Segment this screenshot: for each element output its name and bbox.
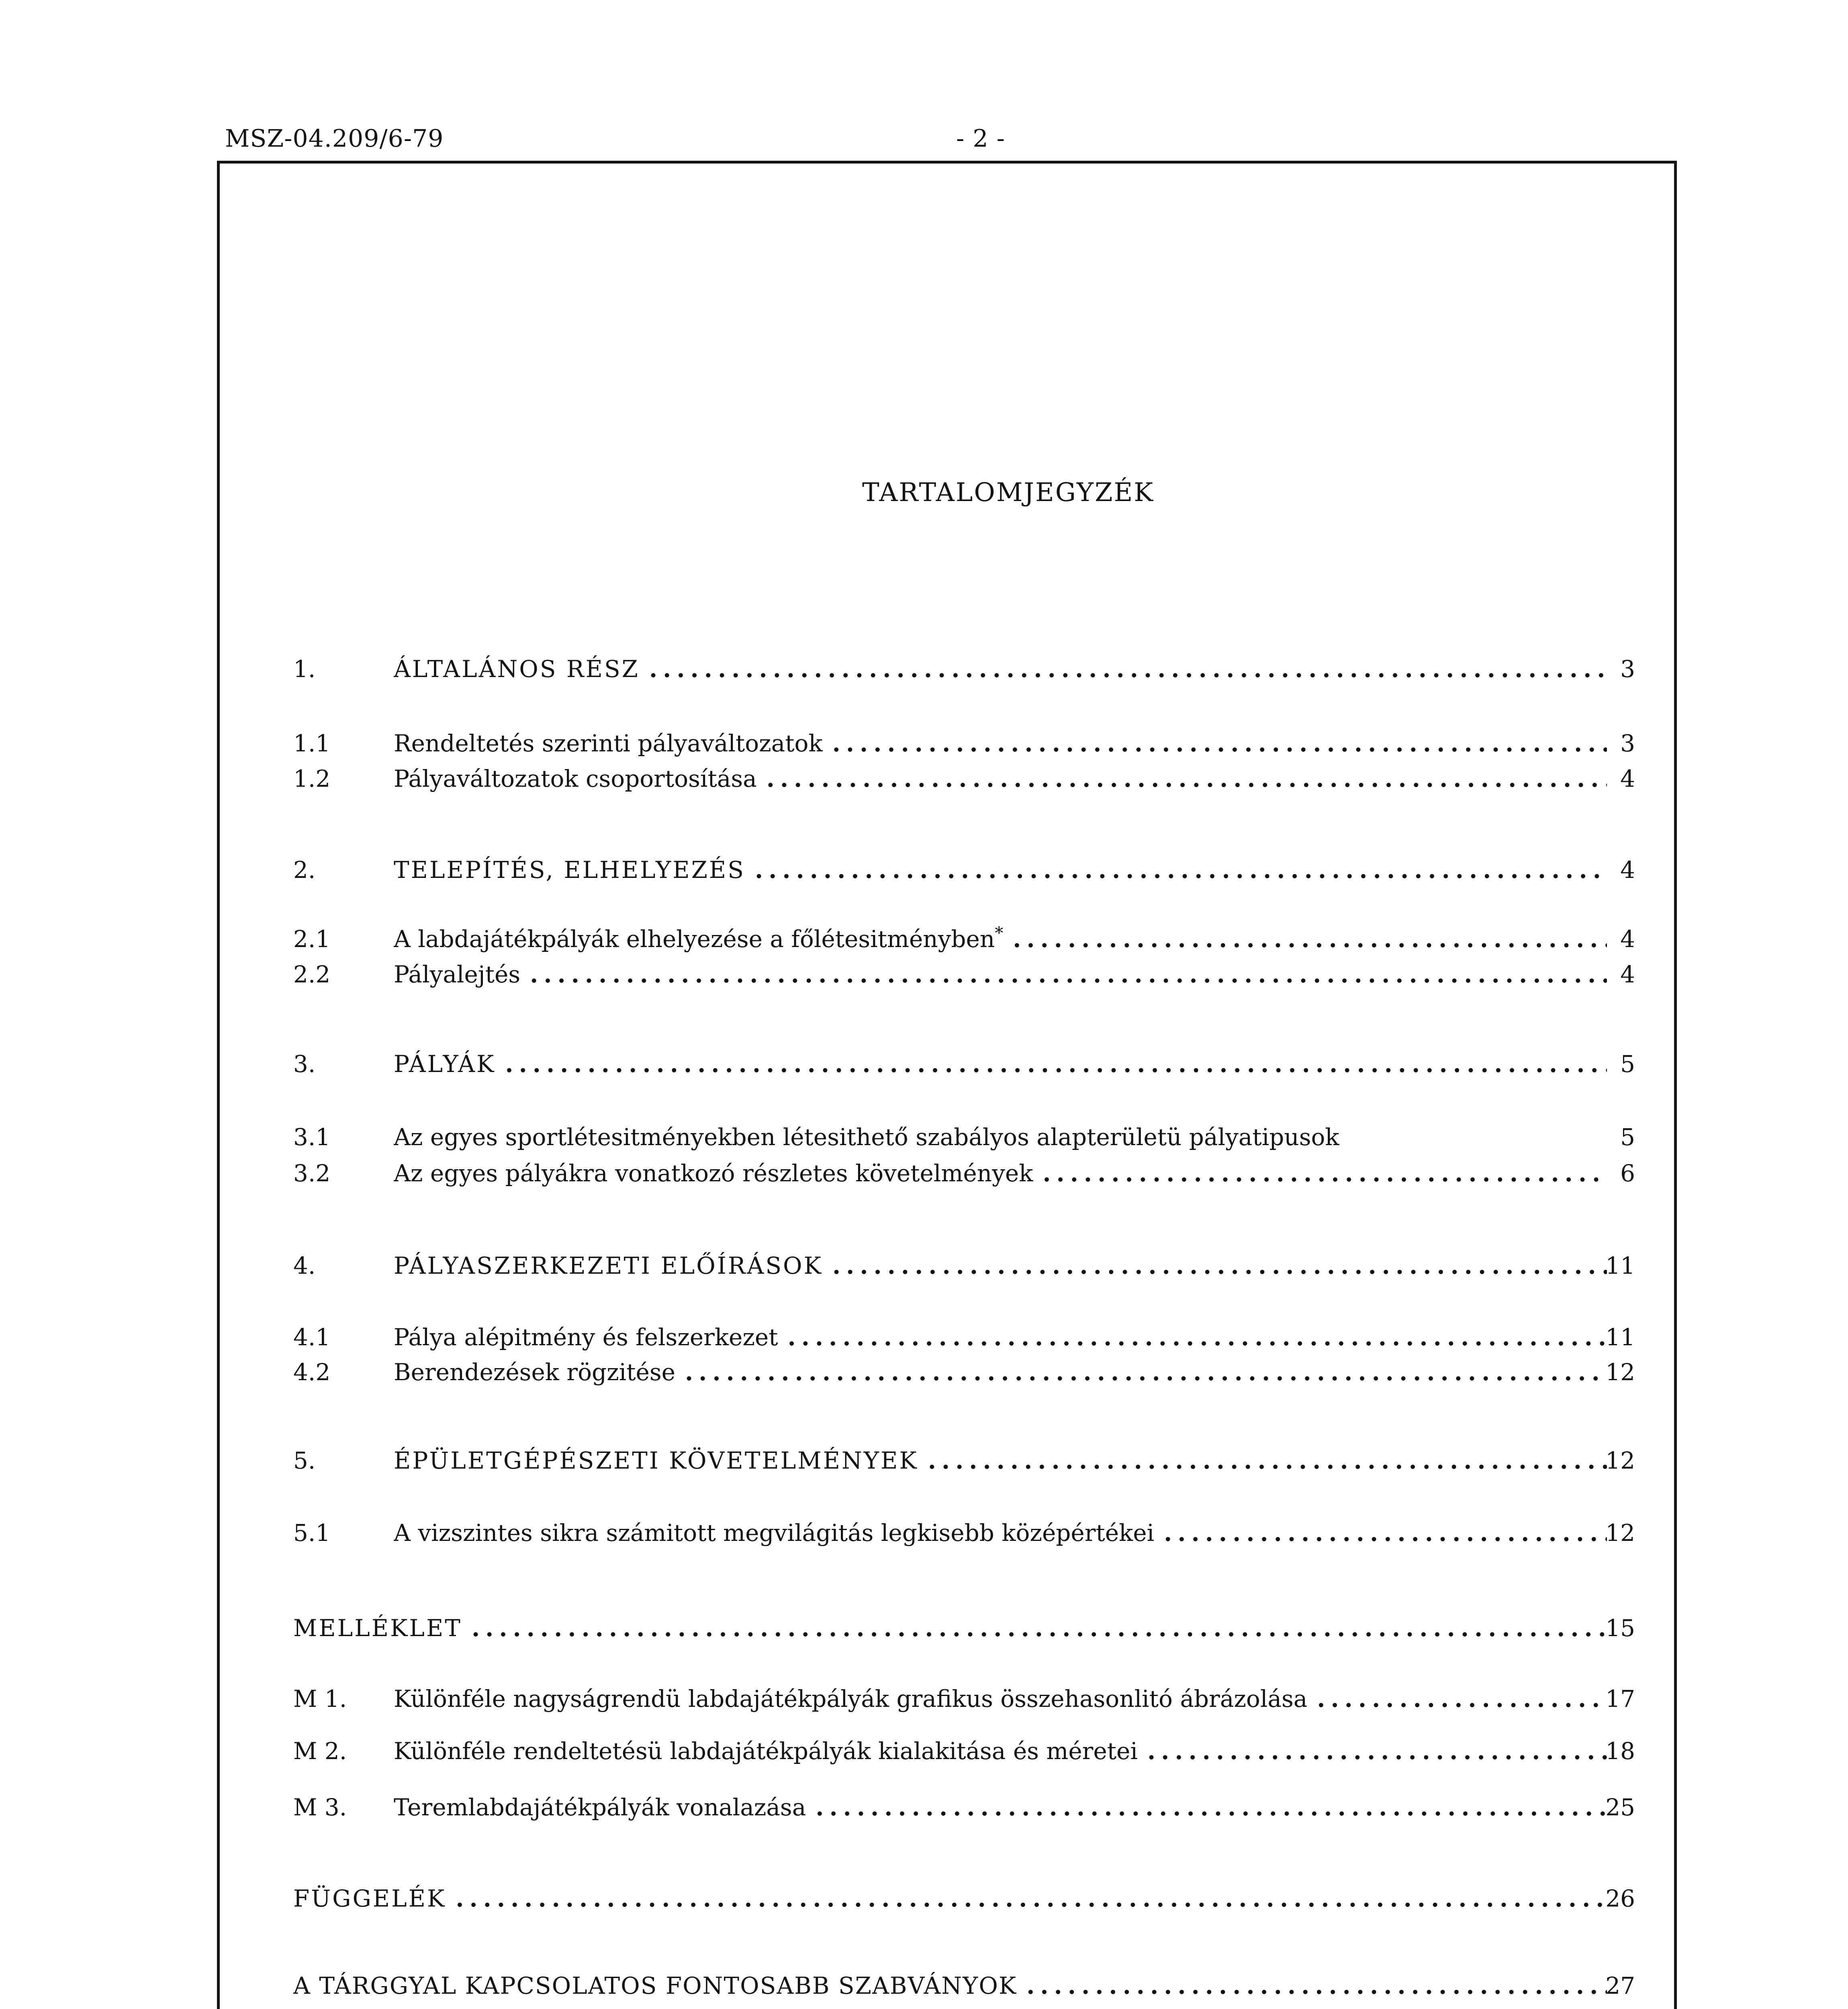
toc-entry-page: 12 bbox=[1605, 1447, 1635, 1474]
toc-entry-page: 5 bbox=[1620, 1050, 1635, 1078]
toc-entry-number: M 2. bbox=[293, 1737, 347, 1765]
toc-entry bbox=[293, 1321, 1635, 1353]
toc-entry-page: 4 bbox=[1620, 765, 1635, 792]
toc-entry-page: 12 bbox=[1605, 1358, 1635, 1386]
toc-entry bbox=[293, 1444, 1635, 1477]
content-frame bbox=[217, 161, 1677, 2009]
toc-entry-title: Az egyes sportlétesitményekben létesithető szabályos alapterületü pályatipusok bbox=[394, 1123, 1339, 1151]
toc-entry-page: 25 bbox=[1605, 1794, 1635, 1821]
toc-entry-page: 4 bbox=[1620, 961, 1635, 988]
leader-dots bbox=[788, 1321, 1607, 1353]
leader-dots bbox=[1147, 1735, 1607, 1767]
toc-entry-page: 17 bbox=[1605, 1685, 1635, 1712]
toc-entry-number: 2.1 bbox=[293, 925, 331, 953]
toc-entry-title: A TÁRGGYAL KAPCSOLATOS FONTOSABB SZABVÁNYOK bbox=[293, 1972, 1017, 1999]
leader-dots bbox=[649, 653, 1607, 685]
toc-entry-title: PÁLYASZERKEZETI ELŐÍRÁSOK bbox=[394, 1252, 823, 1279]
leader-dots bbox=[530, 958, 1607, 990]
toc-entry bbox=[293, 763, 1635, 795]
toc-entry-title: Teremlabdajátékpályák vonalazása bbox=[394, 1794, 806, 1821]
toc-entry bbox=[293, 1882, 1635, 1915]
toc-entry-title: MELLÉKLET bbox=[293, 1614, 462, 1642]
toc-entry-page: 4 bbox=[1620, 856, 1635, 884]
toc-entry bbox=[293, 1356, 1635, 1388]
toc-entry-page: 5 bbox=[1620, 1123, 1635, 1151]
toc-entry bbox=[293, 1683, 1635, 1715]
toc-entry bbox=[293, 1735, 1635, 1767]
leader-dots bbox=[1013, 923, 1607, 955]
leader-dots bbox=[505, 1048, 1607, 1080]
leader-dots bbox=[816, 1791, 1607, 1823]
leader-dots bbox=[1043, 1157, 1607, 1189]
toc-entry-page: 18 bbox=[1605, 1737, 1635, 1765]
toc-entry bbox=[293, 1121, 1635, 1153]
leader-dots bbox=[928, 1444, 1607, 1477]
toc-entry-number: 2.2 bbox=[293, 961, 331, 988]
leader-dots bbox=[1026, 1970, 1607, 2002]
toc-entry-title: A vizszintes sikra számitott megvilágitás legkisebb középértékei bbox=[394, 1519, 1155, 1547]
page-number-marker: - 2 - bbox=[956, 125, 1005, 153]
toc-entry-number: 5.1 bbox=[293, 1519, 331, 1547]
leader-dots bbox=[685, 1356, 1607, 1388]
toc-entry-page: 12 bbox=[1605, 1519, 1635, 1547]
leader-dots bbox=[832, 727, 1607, 759]
toc-entry-title bbox=[394, 923, 1003, 955]
toc-entry-number: M 3. bbox=[293, 1794, 347, 1821]
toc-entry-title: Különféle rendeltetésü labdajátékpályák kialakitása és méretei bbox=[394, 1737, 1138, 1765]
toc-entry-number: 1. bbox=[293, 655, 316, 683]
toc-entry-title: PÁLYÁK bbox=[394, 1050, 496, 1078]
toc-entry-number: 4.2 bbox=[293, 1358, 331, 1386]
toc-entry-number: 3.1 bbox=[293, 1123, 331, 1151]
leader-dots bbox=[767, 763, 1607, 795]
toc-title: TARTALOMJEGYZÉK bbox=[862, 478, 1154, 507]
toc-entry-page: 15 bbox=[1605, 1614, 1635, 1642]
toc-entry bbox=[293, 854, 1635, 886]
toc-entry bbox=[293, 727, 1635, 759]
toc-entry bbox=[293, 1970, 1635, 2002]
toc-entry-title: FÜGGELÉK bbox=[293, 1885, 446, 1912]
toc-entry-title: Az egyes pályákra vonatkozó részletes követelmények bbox=[394, 1160, 1033, 1187]
toc-entry-number: 3. bbox=[293, 1050, 316, 1078]
toc-entry-title: Pálya alépitmény és felszerkezet bbox=[394, 1324, 778, 1351]
toc-entry-number: 4. bbox=[293, 1252, 316, 1279]
leader-dots bbox=[1317, 1683, 1607, 1715]
toc-entry bbox=[293, 1791, 1635, 1823]
toc-entry-title-text: A labdajátékpályák elhelyezése a főlétesitményben bbox=[394, 925, 995, 953]
leader-dots bbox=[755, 854, 1607, 886]
leader-dots bbox=[1164, 1517, 1607, 1549]
toc-entry-page: 3 bbox=[1620, 730, 1635, 757]
toc-entry-number: 2. bbox=[293, 856, 316, 884]
toc-entry bbox=[293, 1157, 1635, 1189]
toc-entry-title: TELEPÍTÉS, ELHELYEZÉS bbox=[394, 856, 745, 884]
toc-entry bbox=[293, 958, 1635, 990]
leader-dots bbox=[456, 1882, 1607, 1915]
toc-entry-page: 11 bbox=[1605, 1252, 1635, 1279]
toc-entry bbox=[293, 1612, 1635, 1644]
toc-entry bbox=[293, 1048, 1635, 1080]
toc-entry-page: 26 bbox=[1605, 1885, 1635, 1912]
toc-entry-page: 4 bbox=[1620, 925, 1635, 953]
toc-entry-title: Pályalejtés bbox=[394, 961, 521, 988]
footnote-reference-mark: * bbox=[995, 923, 1004, 943]
toc-entry-number: 4.1 bbox=[293, 1324, 331, 1351]
leader-dots bbox=[832, 1250, 1607, 1282]
document-code: MSZ-04.209/6-79 bbox=[225, 125, 444, 153]
toc-entry-title: ÉPÜLETGÉPÉSZETI KÖVETELMÉNYEK bbox=[394, 1447, 918, 1474]
toc-entry-title: ÁLTALÁNOS RÉSZ bbox=[394, 655, 640, 683]
toc-entry-title: Különféle nagyságrendü labdajátékpályák grafikus összehasonlitó ábrázolása bbox=[394, 1685, 1308, 1712]
toc-entry-page: 11 bbox=[1605, 1324, 1635, 1351]
toc-entry-title: Pályaváltozatok csoportosítása bbox=[394, 765, 757, 792]
toc-entry-page: 3 bbox=[1620, 655, 1635, 683]
toc-entry bbox=[293, 1517, 1635, 1549]
toc-entry-number: 5. bbox=[293, 1447, 316, 1474]
toc-entry-page: 6 bbox=[1620, 1160, 1635, 1187]
toc-entry-title: Rendeltetés szerinti pályaváltozatok bbox=[394, 730, 823, 757]
toc-entry-number: M 1. bbox=[293, 1685, 347, 1712]
toc-entry bbox=[293, 923, 1635, 955]
toc-entry bbox=[293, 1250, 1635, 1282]
toc-entry-number: 3.2 bbox=[293, 1160, 331, 1187]
toc-entry-title: Berendezések rögzitése bbox=[394, 1358, 675, 1386]
toc-entry-number: 1.1 bbox=[293, 730, 331, 757]
toc-entry bbox=[293, 653, 1635, 685]
toc-entry-page: 27 bbox=[1605, 1972, 1635, 1999]
leader-dots bbox=[472, 1612, 1607, 1644]
toc-entry-number: 1.2 bbox=[293, 765, 331, 792]
